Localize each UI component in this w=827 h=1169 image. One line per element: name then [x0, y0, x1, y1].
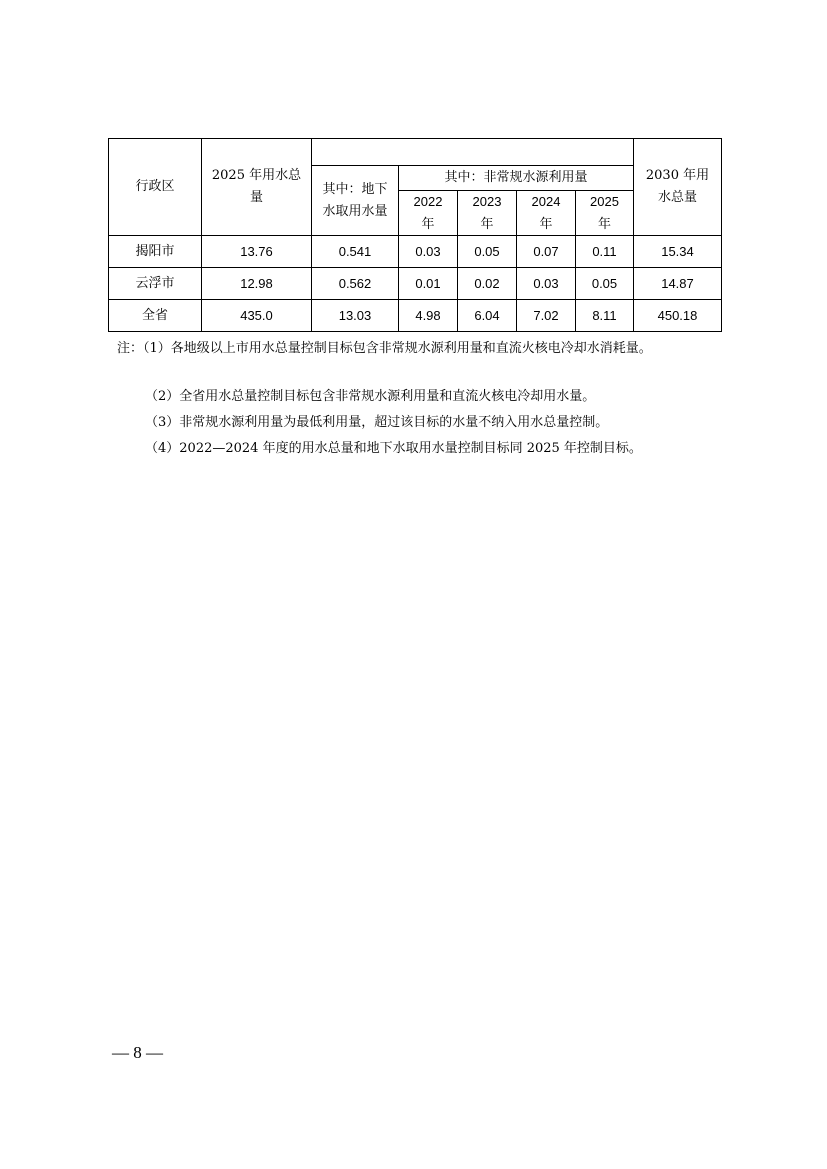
- note-3: （3）非常规水源利用量为最低利用量，超过该目标的水量不纳入用水总量控制。: [145, 415, 609, 430]
- cell-region: 揭阳市: [109, 236, 202, 268]
- note-spacer: [117, 362, 757, 384]
- cell-groundwater: 0.562: [312, 268, 399, 300]
- header-region: 行政区: [109, 139, 202, 236]
- cell-total-2025: 13.76: [202, 236, 312, 268]
- header-unconventional: 其中：非常规水源利用量: [399, 166, 634, 191]
- note-1: 注：（1）各地级以上市用水总量控制目标包含非常规水源利用量和直流火核电冷却水消耗量。: [117, 341, 652, 356]
- cell-2022: 0.03: [399, 236, 458, 268]
- header-year-2023: 2023 年: [458, 191, 517, 236]
- cell-groundwater: 0.541: [312, 236, 399, 268]
- cell-2024: 0.07: [517, 236, 576, 268]
- header-year-2022: 2022 年: [399, 191, 458, 236]
- cell-2025: 0.05: [576, 268, 634, 300]
- header-groundwater: 其中：地下水取用水量: [312, 166, 399, 236]
- cell-2023: 0.02: [458, 268, 517, 300]
- water-quota-table: [108, 138, 722, 332]
- cell-2022: 0.01: [399, 268, 458, 300]
- cell-total-2030: 15.34: [634, 236, 722, 268]
- header-year-2024: 2024 年: [517, 191, 576, 236]
- cell-2025: 8.11: [576, 300, 634, 332]
- cell-total-2025: 435.0: [202, 300, 312, 332]
- cell-2024: 7.02: [517, 300, 576, 332]
- cell-region: 全省: [109, 300, 202, 332]
- note-2: （2）全省用水总量控制目标包含非常规水源利用量和直流火核电冷却用水量。: [145, 389, 596, 404]
- header-year-2025: 2025 年: [576, 191, 634, 236]
- header-total-2030: 2030 年用水总量: [634, 139, 722, 236]
- cell-2025: 0.11: [576, 236, 634, 268]
- header-total-2025: 2025 年用水总量: [202, 139, 312, 236]
- table-notes: [117, 336, 757, 462]
- cell-2024: 0.03: [517, 268, 576, 300]
- cell-2023: 6.04: [458, 300, 517, 332]
- cell-2022: 4.98: [399, 300, 458, 332]
- cell-region: 云浮市: [109, 268, 202, 300]
- page-number: — 8 —: [112, 1043, 163, 1062]
- table-row: [109, 268, 722, 300]
- header-blank-top: [312, 139, 634, 166]
- table-row: [109, 236, 722, 268]
- table-row: [109, 300, 722, 332]
- cell-groundwater: 13.03: [312, 300, 399, 332]
- note-4: （4）2022—2024 年度的用水总量和地下水取用水量控制目标同 2025 年控制目标。: [145, 441, 642, 456]
- cell-total-2030: 450.18: [634, 300, 722, 332]
- cell-total-2025: 12.98: [202, 268, 312, 300]
- cell-total-2030: 14.87: [634, 268, 722, 300]
- cell-2023: 0.05: [458, 236, 517, 268]
